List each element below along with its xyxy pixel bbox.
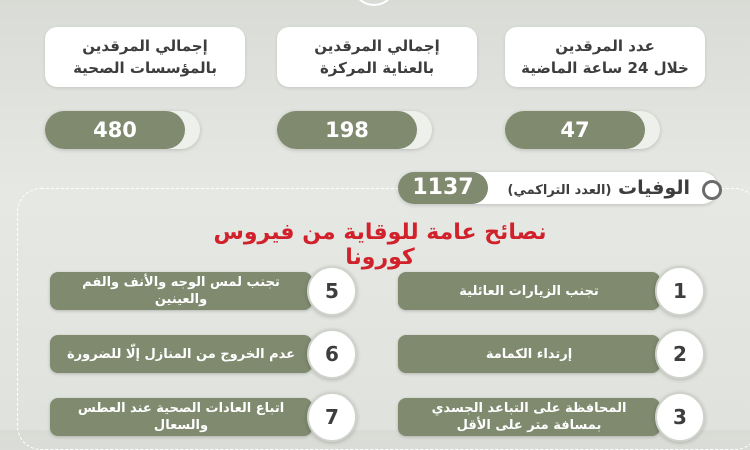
tip-item [398, 266, 703, 316]
tip-text: تجنب لمس الوجه والأنف والفم والعينين [50, 272, 312, 310]
deaths-value: 1137 [398, 172, 488, 204]
deaths-bullet-icon [702, 180, 722, 200]
stat-label-line2: بالعناية المركزة [319, 59, 435, 77]
stat-label-icu [277, 27, 477, 87]
top-decoration-ring [352, 0, 396, 6]
tip-text: تجنب الزيارات العائلية [398, 272, 660, 310]
stat-card-institutions [45, 27, 245, 142]
deaths-subtitle: (العدد التراكمي) [507, 183, 612, 198]
stat-label-line1: إجمالي المرقدين [314, 37, 440, 55]
tip-number: 3 [655, 392, 705, 442]
tip-item [50, 392, 355, 442]
stat-value-icu: 198 [277, 111, 417, 149]
stat-label-line1: إجمالي المرقدين [82, 37, 208, 55]
deaths-title: الوفيات [618, 177, 690, 199]
tip-number: 5 [307, 266, 357, 316]
stat-value-institutions: 480 [45, 111, 185, 149]
stat-label-line2: خلال 24 ساعة الماضية [521, 59, 689, 77]
stat-value-24h: 47 [505, 111, 645, 149]
tip-number: 6 [307, 329, 357, 379]
stat-card-24h [505, 27, 705, 142]
stat-label-line1: عدد المرقدين [555, 37, 655, 55]
stat-label-line2: بالمؤسسات الصحية [73, 59, 217, 77]
stat-label-institutions [45, 27, 245, 87]
tip-number: 1 [655, 266, 705, 316]
tip-number: 7 [307, 392, 357, 442]
tip-item [50, 329, 355, 379]
tip-text: عدم الخروج من المنازل إلّا للضرورة [50, 335, 312, 373]
deaths-label [508, 172, 691, 204]
stat-label-24h [505, 27, 705, 87]
tip-text: إرتداء الكمامة [398, 335, 660, 373]
tips-title: نصائح عامة للوقاية من فيروس كورونا [213, 220, 547, 270]
tip-item [398, 392, 703, 442]
tip-text: المحافظة على التباعد الجسدي بمسافة متر على الأقل [398, 398, 660, 436]
stat-card-icu [277, 27, 477, 142]
tip-item [50, 266, 355, 316]
tip-text: اتباع العادات الصحية عند العطس والسعال [50, 398, 312, 436]
deaths-banner [398, 172, 718, 204]
tip-item [398, 329, 703, 379]
tip-number: 2 [655, 329, 705, 379]
